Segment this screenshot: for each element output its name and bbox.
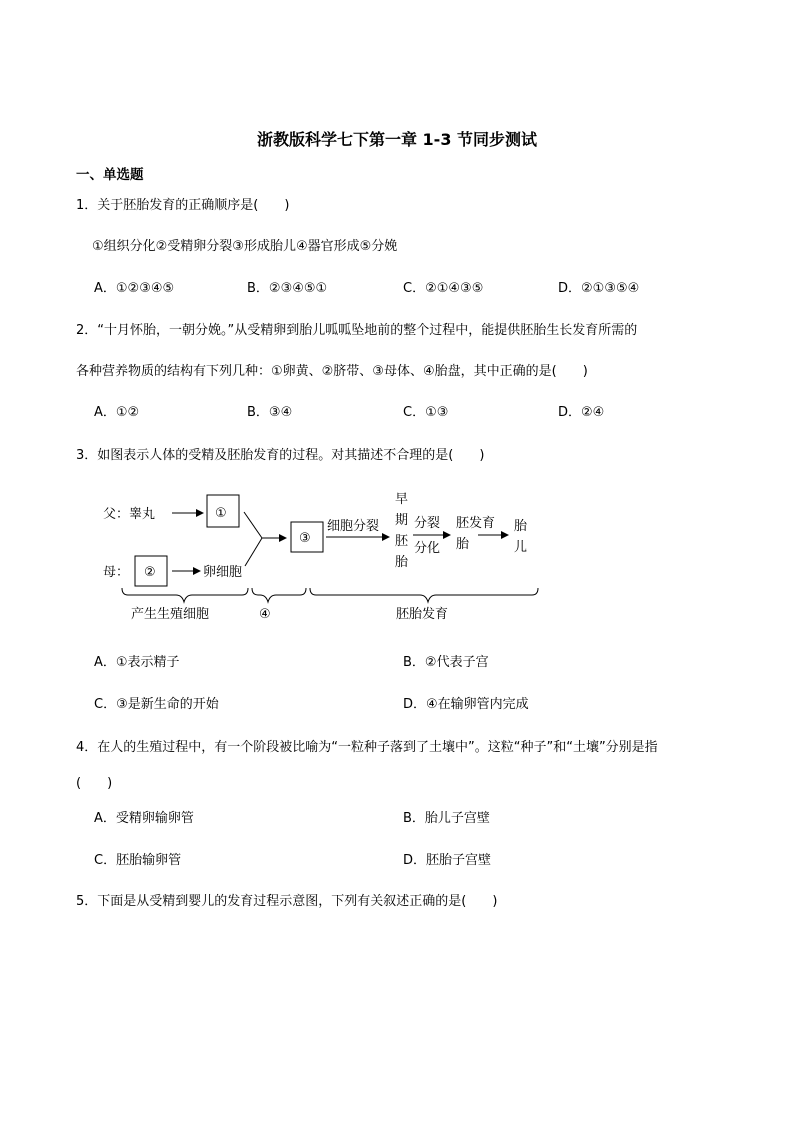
option-b[interactable]: B．③④ bbox=[247, 405, 293, 420]
question-stem: 4．在人的生殖过程中，有一个阶段被比喻为“一粒种子落到了土壤中”。这粒“种子”和“土壤”分别是指 bbox=[76, 740, 658, 755]
option-d[interactable]: D．②①③⑤④ bbox=[558, 281, 640, 296]
option-a[interactable]: A．①表示精子 bbox=[94, 655, 180, 670]
option-d[interactable]: D．胚胎子宫壁 bbox=[403, 853, 492, 868]
mother-label: 母： bbox=[103, 565, 130, 580]
embryo-dev-label-2: 胎 bbox=[456, 537, 470, 552]
page-title: 浙教版科学七下第一章 1-3 节同步测试 bbox=[256, 130, 538, 149]
section-heading: 一、单选题 bbox=[76, 167, 144, 183]
option-c[interactable]: C．③是新生命的开始 bbox=[94, 697, 219, 712]
question-list: ①组织分化②受精卵分裂③形成胎儿④器官形成⑤分娩 bbox=[92, 239, 398, 254]
father-testis-label: 父：睾丸 bbox=[103, 507, 156, 522]
brace-label-embryo-dev: 胚胎发育 bbox=[396, 607, 449, 622]
option-b[interactable]: B．②代表子宫 bbox=[403, 655, 489, 670]
option-d[interactable]: D．④在输卵管内完成 bbox=[403, 697, 529, 712]
early-embryo-char: 胎 bbox=[395, 555, 409, 570]
differentiate-label: 分化 bbox=[414, 541, 441, 556]
question-stem: 5．下面是从受精到婴儿的发育过程示意图，下列有关叙述正确的是( ) bbox=[76, 894, 498, 909]
question-stem: 3．如图表示人体的受精及胚胎发育的过程。对其描述不合理的是( ) bbox=[76, 448, 485, 463]
question-stem: 2．“十月怀胎，一朝分娩。”从受精卵到胎儿呱呱坠地前的整个过程中，能提供胚胎生长发育所需的 bbox=[76, 323, 638, 338]
option-c[interactable]: C．①③ bbox=[403, 405, 449, 420]
fetus-char: 儿 bbox=[514, 540, 528, 555]
fetus-char: 胎 bbox=[514, 519, 528, 534]
converge-line bbox=[244, 512, 262, 538]
converge-line bbox=[245, 538, 262, 566]
option-a[interactable]: A．①②③④⑤ bbox=[94, 281, 175, 296]
cell-division-label: 细胞分裂 bbox=[327, 519, 380, 534]
option-d[interactable]: D．②④ bbox=[558, 405, 605, 420]
option-b[interactable]: B．胎儿子宫壁 bbox=[403, 811, 490, 826]
brace-2 bbox=[252, 588, 306, 602]
option-c[interactable]: C．②①④③⑤ bbox=[403, 281, 484, 296]
brace-1 bbox=[122, 588, 248, 602]
option-a[interactable]: A．受精卵输卵管 bbox=[94, 811, 194, 826]
question-stem-continued: 各种营养物质的结构有下列几种：①卵黄、②脐带、③母体、④胎盘，其中正确的是( ) bbox=[76, 364, 588, 379]
early-embryo-char: 早 bbox=[395, 492, 409, 507]
option-c[interactable]: C．胚胎输卵管 bbox=[94, 853, 182, 868]
question-stem: 1．关于胚胎发育的正确顺序是( ) bbox=[76, 198, 290, 213]
early-embryo-char: 胚 bbox=[395, 534, 409, 549]
early-embryo-char: 期 bbox=[395, 513, 409, 528]
egg-cell-label: 卵细胞 bbox=[203, 565, 243, 580]
box-3-label: ③ bbox=[299, 531, 311, 546]
option-a[interactable]: A．①② bbox=[94, 405, 140, 420]
box-1-label: ① bbox=[215, 506, 227, 521]
option-b[interactable]: B．②③④⑤① bbox=[247, 281, 328, 296]
brace-label-4: ④ bbox=[259, 607, 271, 622]
brace-label-produce-cells: 产生生殖细胞 bbox=[131, 607, 210, 622]
split-label: 分裂 bbox=[414, 516, 441, 531]
box-2-label: ② bbox=[144, 565, 156, 580]
question-stem-continued: ( ) bbox=[76, 776, 113, 791]
embryo-dev-label: 胚发育 bbox=[456, 516, 496, 531]
brace-3 bbox=[310, 588, 538, 602]
